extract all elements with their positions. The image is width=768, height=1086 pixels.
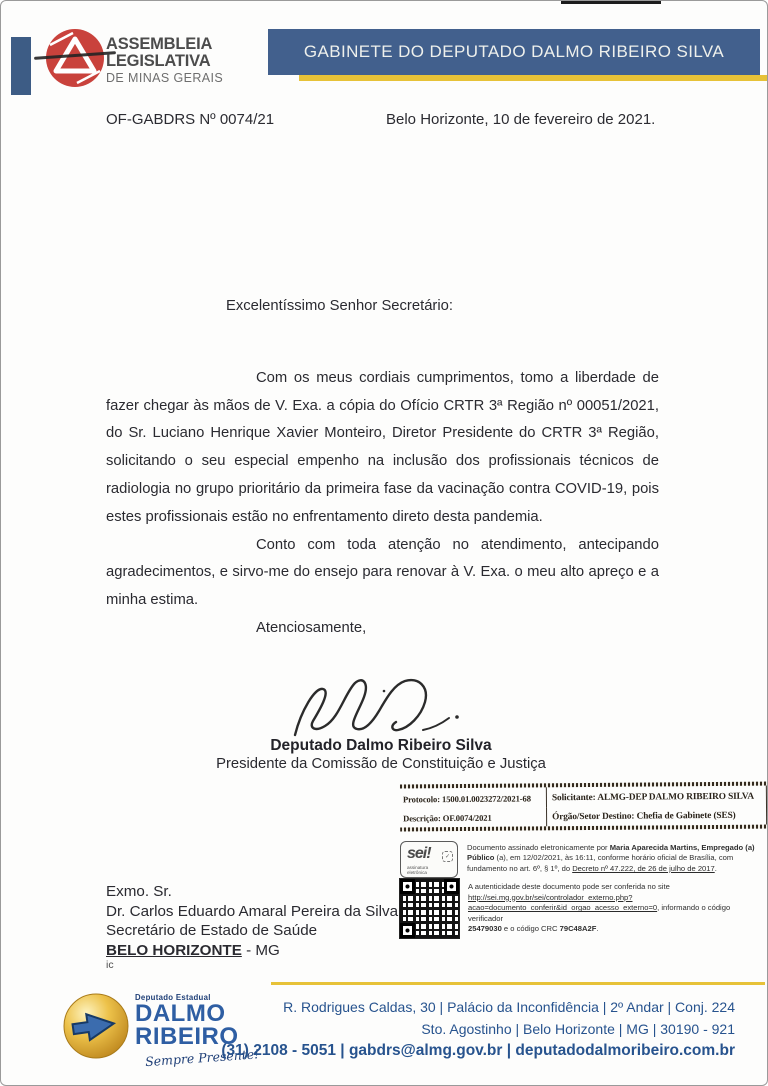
office-banner bbox=[268, 29, 760, 75]
footer-yellow-line bbox=[271, 982, 765, 985]
recipient-salutation: Exmo. Sr. bbox=[106, 883, 172, 900]
recipient-city: BELO HORIZONTE bbox=[106, 941, 242, 959]
paragraph-1: Com os meus cordiais cumprimentos, tomo a liberdade de fazer chegar às mãos de V. Exa. a cópia do Ofício CRTR 3ª Região nº 00051/2021, do Sr. Luciano Henrique Xavier Monteiro, Diretor Presidente do CRTR 3ª Região, solicitando o seu especial empenho na inclusão dos profissionais técnicos de radiologia no grupo prioritário da primeira fase da vacinação contra COVID-19, pois estes profissionais estão no enfrentamento direto desta pandemia. bbox=[106, 369, 659, 525]
protocol-stamp bbox=[400, 782, 767, 832]
decree-link[interactable]: Decreto nº 47.222, de 26 de julho de 2017 bbox=[572, 863, 715, 873]
crc-code: 79C48A2F bbox=[559, 924, 597, 934]
footer-address-line1: R. Rodrigues Caldas, 30 | Palácio da Inconfidência | 2º Andar | Conj. 224 bbox=[283, 999, 735, 1015]
footer-logo-slogan: Sempre Presente! bbox=[144, 1046, 260, 1070]
recipient-name: Dr. Carlos Eduardo Amaral Pereira da Silva bbox=[106, 902, 399, 920]
reference-number: OF-GABDRS Nº 0074/21 bbox=[106, 111, 275, 128]
typist-initials: ic bbox=[106, 959, 114, 971]
code-verifier: 25479030 bbox=[468, 924, 502, 934]
verification-url-part1[interactable]: http://sei.mg.gov.br/sei/controlador_externo.php? bbox=[468, 892, 633, 902]
signer-name: Deputado Dalmo Ribeiro Silva bbox=[270, 737, 492, 754]
stamp-orgao-destino: Órgão/Setor Destino: Chefia de Gabinete (SES) bbox=[546, 805, 766, 826]
verification-url-part2[interactable]: acao=documento_conferir&id_orgao_acesso_externo=0 bbox=[468, 903, 658, 913]
signer-title: Presidente da Comissão de Constituição e Justiça bbox=[216, 756, 546, 772]
letter-body bbox=[106, 293, 659, 643]
footer-address-line2: Sto. Agostinho | Belo Horizonte | MG | 30190 - 921 bbox=[421, 1021, 735, 1037]
almg-logo-blue-bar bbox=[11, 37, 31, 95]
verification-text: A autenticidade deste documento pode ser conferida no site http://sei.mg.gov.br/sei/controlador_externo.php? acao=documento_conferir&id_orgao_acesso_externo=0, informando o código verificador 25479030 e o código CRC 79C48A2F. bbox=[468, 879, 767, 938]
banner-yellow-underline bbox=[299, 75, 767, 81]
office-banner-title: GABINETE DO DEPUTADO DALMO RIBEIRO SILVA bbox=[303, 42, 725, 61]
qr-finder-pattern bbox=[400, 879, 415, 894]
verification-line1: A autenticidade deste documento pode ser conferida no site bbox=[468, 882, 670, 891]
sei-logo bbox=[400, 841, 458, 878]
sei-logo-caption: assinatura eletrônica bbox=[407, 864, 429, 875]
footer-contact-line: (31) 2108 - 5051 | gabdrs@almg.gov.br | deputadodalmoribeiro.com.br bbox=[221, 1042, 735, 1059]
footer-logo-small-title: Deputado Estadual bbox=[135, 993, 211, 1002]
footer-logo-name2: RIBEIRO bbox=[135, 1023, 239, 1050]
qr-code-icon bbox=[400, 879, 459, 938]
org-name-line1: ASSEMBLEIA bbox=[106, 35, 213, 53]
footer-address-block bbox=[221, 996, 735, 1062]
footer-logo-name1: DALMO bbox=[135, 1000, 226, 1027]
recipient-role: Secretário de Estado de Saúde bbox=[106, 922, 318, 939]
qr-finder-pattern bbox=[444, 879, 459, 894]
stamp-descricao: Descrição: OF.0074/2021 bbox=[403, 812, 492, 824]
stamp-protocolo: Protocolo: 1500.01.0023272/2021-68 bbox=[402, 792, 531, 804]
sei-signature-block bbox=[400, 841, 767, 878]
org-name-line2: LEGISLATIVA bbox=[106, 52, 211, 70]
salutation: Excelentíssimo Senhor Secretário: bbox=[226, 298, 453, 314]
sei-signer-name: Maria Aparecida Martins, Empregado (a) Público bbox=[467, 843, 755, 863]
verification-block bbox=[400, 879, 767, 938]
paragraph-2: Conto com toda atenção no atendimento, antecipando agradecimentos, e sirvo-me do ensejo para renovar à V. Exa. o meu alto apreço e a minha estima. bbox=[106, 536, 659, 609]
sei-stamp-icon: ✓ bbox=[442, 851, 453, 862]
org-name-line3: DE MINAS GERAIS bbox=[106, 71, 224, 85]
qr-finder-pattern bbox=[400, 923, 415, 938]
recipient-block: Exmo. Sr. Dr. Carlos Eduardo Amaral Pereira da Silva Secretário de Estado de Saúde BELO HORIZONTE - MG bbox=[106, 883, 399, 959]
stamp-solicitante: Solicitante: ALMG-DEP DALMO RIBEIRO SILVA bbox=[546, 786, 766, 807]
scan-artifact-line bbox=[561, 1, 661, 4]
date-line: Belo Horizonte, 10 de fevereiro de 2021. bbox=[386, 111, 656, 128]
sei-signature-text: Documento assinado eletronicamente por Maria Aparecida Martins, Empregado (a) Público (a), em 12/02/2021, às 16:11, conforme horário oficial de Brasília, com fundamento no art. 6º, § 1º, do Decreto nº 47.222, de 26 de julho de 2017. bbox=[467, 843, 755, 873]
closing-word: Atenciosamente, bbox=[256, 619, 367, 636]
sei-logo-text: sei! bbox=[407, 845, 431, 862]
dalmo-ribeiro-logo-icon bbox=[61, 991, 131, 1061]
almg-org-name bbox=[106, 36, 223, 86]
